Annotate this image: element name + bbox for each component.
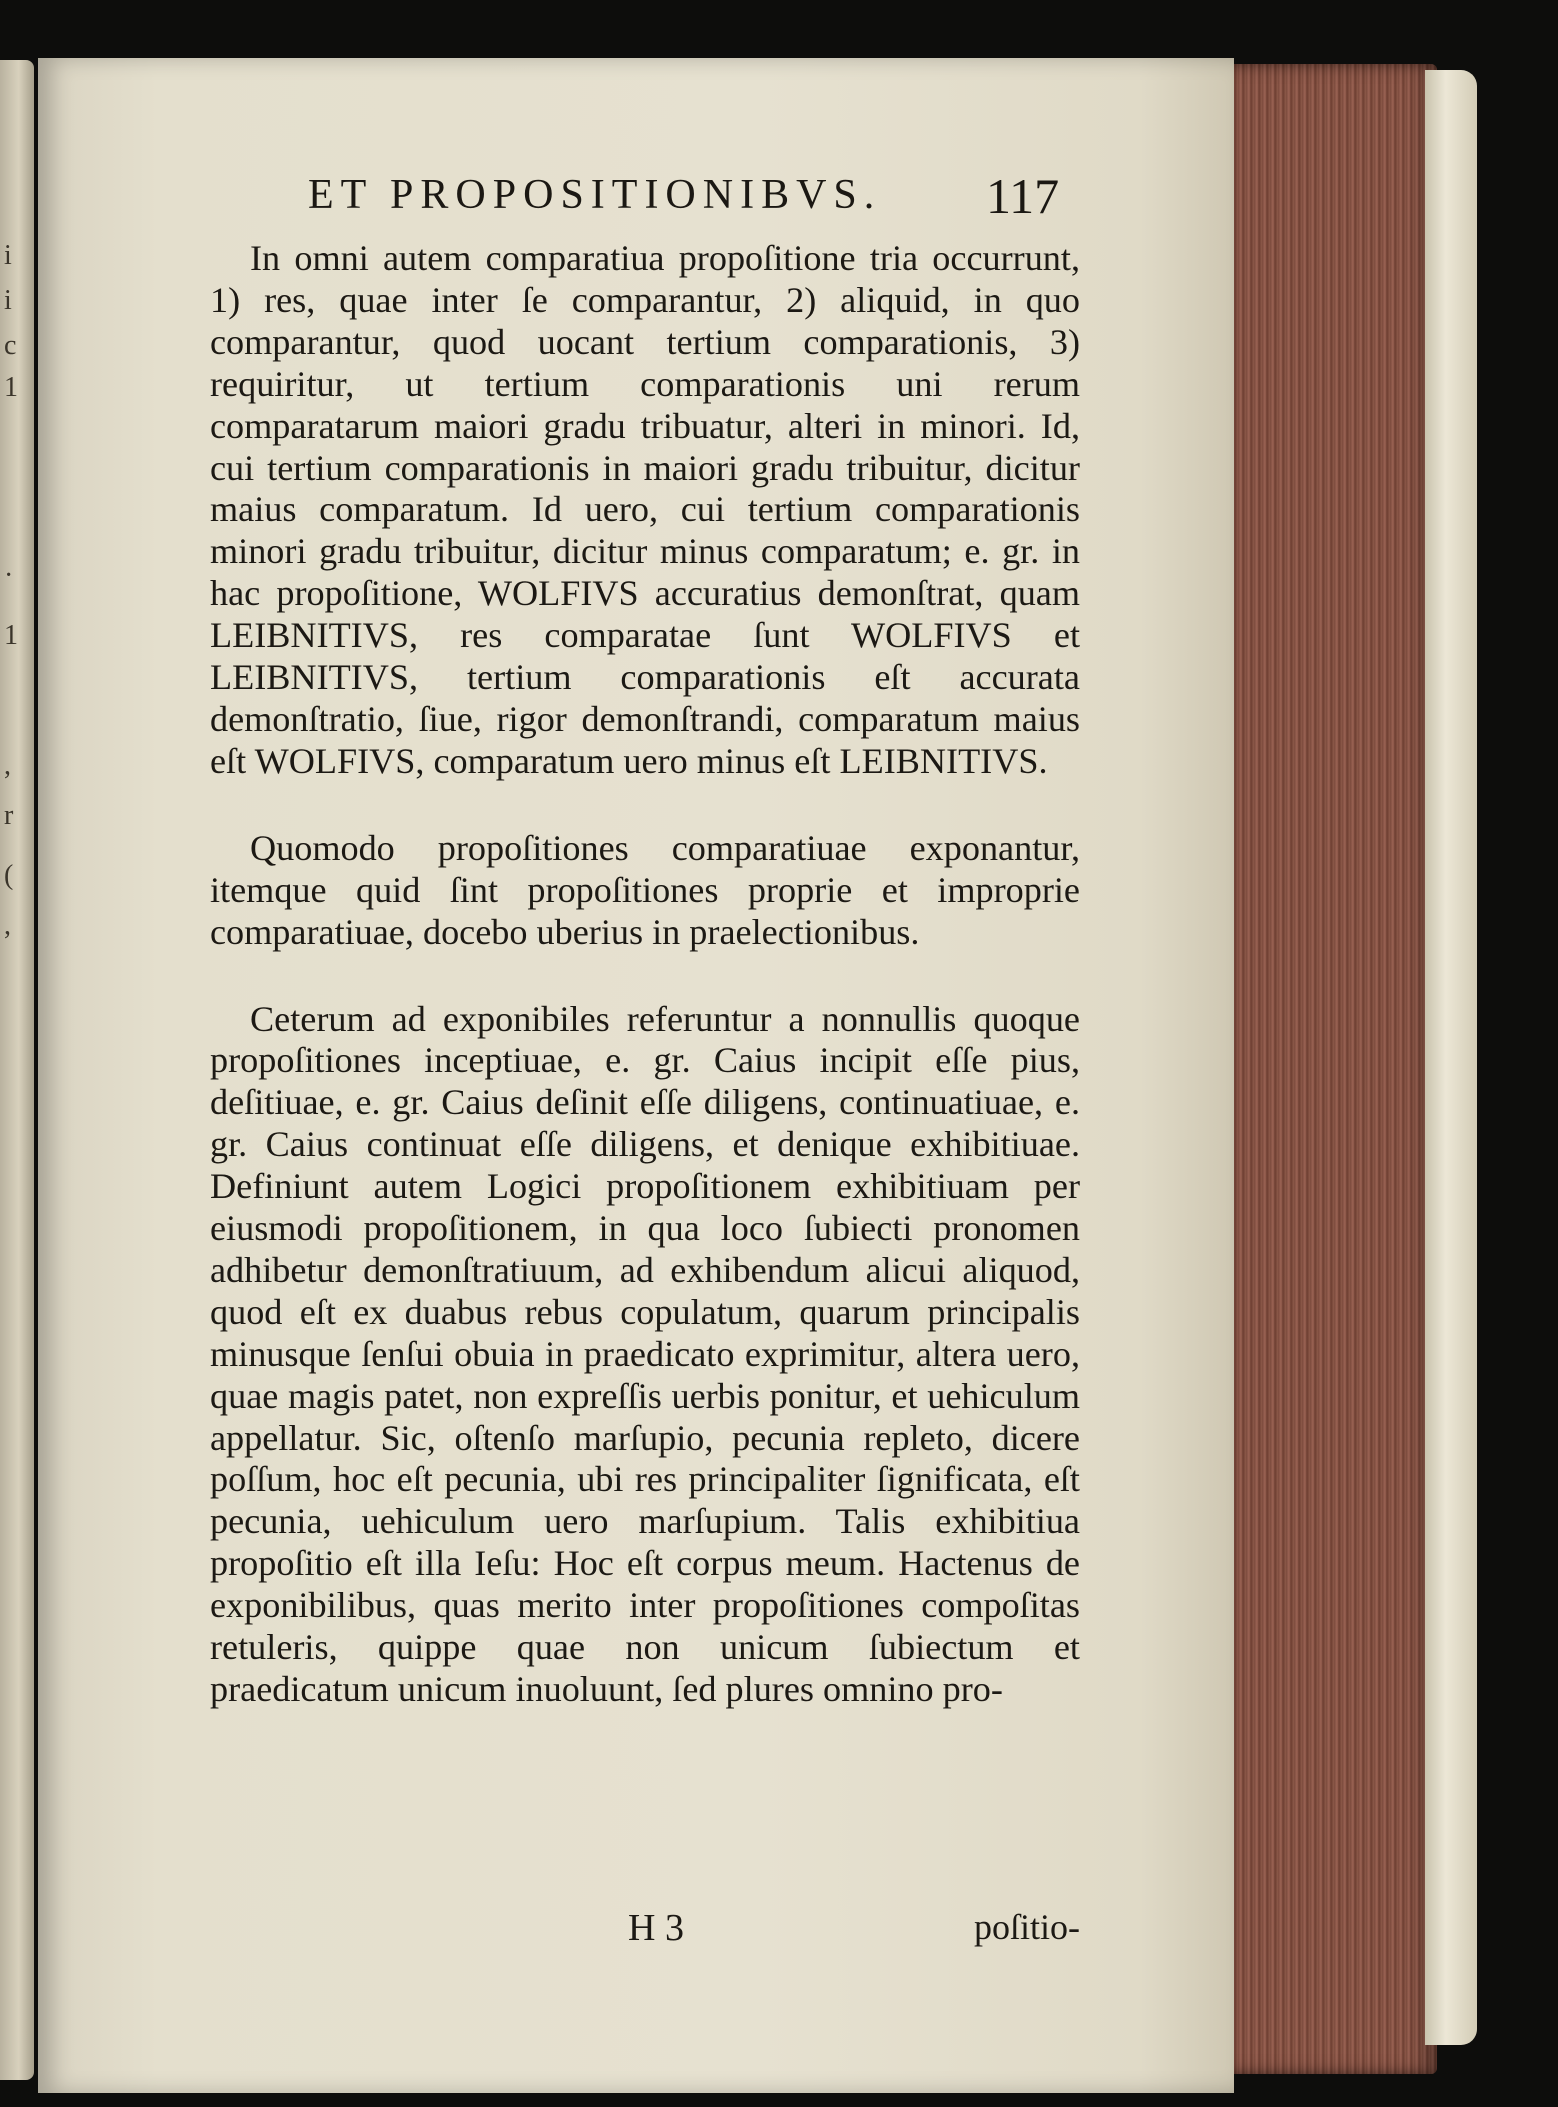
facing-page-mark: 1 — [4, 372, 18, 403]
running-head — [38, 163, 1234, 233]
facing-page-mark: c — [4, 330, 17, 361]
facing-page-mark: · — [4, 560, 14, 591]
paragraph: Ceterum ad exponibiles referuntur a nonnullis quoque propoſitiones inceptiuae, e. gr. Caius incipit eſſe pius, deſitiuae, e. gr. Caius deſinit eſſe diligens, continuatiuae, e. gr. Caius continuat eſſe diligens, et denique exhibitiuae. Definiunt autem Logici propoſitionem exhibitiuam per eiusmodi propoſitionem, in qua loco ſubiecti pronomen adhibetur demonſtratiuum, ad exhibendum alicui aliquod, quod eſt ex duabus rebus copulatum, quarum principalis minusque ſenſui obuia in praedicato exprimitur, altera uero, quae magis patet, non expreſſis uerbis ponitur, et uehiculum appellatur. Sic, oſtenſo marſupio, pecunia repleto, dicere poſſum, hoc eſt pecunia, ubi res principaliter ſignificata, eſt pecunia, uehiculum uero marſupium. Talis exhibitiua propoſitio eſt illa Ieſu: Hoc eſt corpus meum. Hactenus de exponibilibus, quas merito inter propoſitiones compoſitas retuleris, quippe quae non unicum ſubiectum et praedicatum unicum inuoluunt, ſed plures omnino pro- — [210, 998, 1080, 1709]
running-title: ET PROPOSITIONIBVS. — [308, 172, 882, 218]
facing-page-mark: 1 — [4, 620, 18, 651]
facing-page-mark: r — [4, 800, 14, 831]
catchword: poſitio- — [974, 1907, 1080, 1947]
book-page — [38, 58, 1234, 2093]
facing-page-mark: i — [4, 240, 12, 271]
back-board — [1425, 70, 1477, 2045]
facing-page-mark: , — [4, 750, 11, 781]
facing-page-marks — [0, 60, 34, 2080]
fore-edge — [1222, 64, 1437, 2074]
signature-mark: H 3 — [628, 1907, 684, 1949]
facing-page-edge — [0, 60, 34, 2080]
facing-page-mark: ( — [4, 860, 14, 891]
page-footer — [210, 1906, 1080, 1956]
facing-page-mark: , — [4, 910, 11, 941]
facing-page-mark: i — [4, 285, 12, 316]
paragraph: In omni autem comparatiua propoſitione tria occurrunt, 1) res, quae inter ſe comparantur, 2) aliquid, in quo comparantur, quod uocant tertium comparationis, 3) requiritur, ut tertium comparationis uni rerum comparatarum maiori gradu tribuatur, alteri in minori. Id, cui tertium comparationis in maiori gradu tribuitur, dicitur maius comparatum. Id uero, cui tertium comparationis minori gradu tribuitur, dicitur minus comparatum; e. gr. in hac propoſitione, WOLFIVS accuratius demonſtrat, quam LEIBNITIVS, res comparatae ſunt WOLFIVS et LEIBNITIVS, tertium comparationis eſt accurata demonſtratio, ſiue, rigor demonſtrandi, comparatum maius eſt WOLFIVS, comparatum uero minus eſt LEIBNITIVS. — [210, 238, 1080, 781]
page-number: 117 — [986, 168, 1060, 224]
paragraph: Quomodo propoſitiones comparatiuae exponantur, itemque quid ſint propoſitiones proprie et improprie comparatiuae, docebo uberius in praelectionibus. — [210, 827, 1080, 952]
body-text — [210, 238, 1080, 1711]
